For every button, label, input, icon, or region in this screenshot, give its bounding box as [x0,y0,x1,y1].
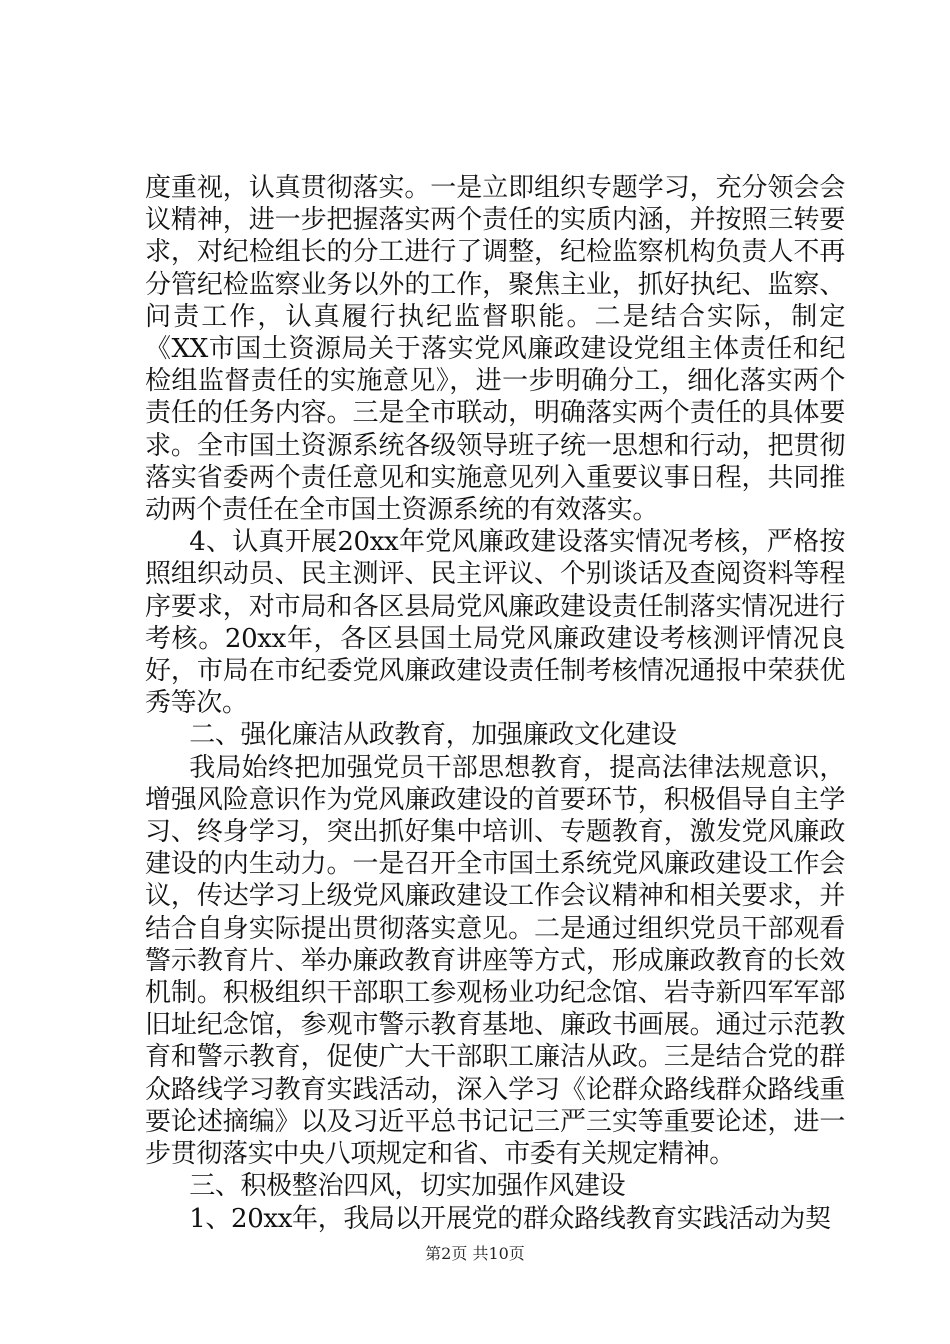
paragraph-item-1: 1、20xx年，我局以开展党的群众路线教育实践活动为契 [189,1203,831,1234]
document-body [145,172,845,1235]
section-heading-3: 三、积极整治四风，切实加强作风建设 [189,1171,626,1202]
page-number-footer: 第2页 共10页 [425,1244,525,1263]
paragraph-item-4: 4、认真开展20xx年党风廉政建设落实情况考核，严格按照组织动员、民主测评、民主评议、个别谈话及查阅资料等程序要求，对市局和各区县局党风廉政建设责任制落实情况进行考核。20xx年，各区县国土局党风廉政建设考核测评情况良好，市局在市纪委党风廉政建设责任制考核情况通报中荣获优秀等次。 [145,527,845,719]
paragraph-continued: 度重视，认真贯彻落实。一是立即组织专题学习，充分领会会议精神，进一步把握落实两个责任的实质内涵，并按照三转要求，对纪检组长的分工进行了调整，纪检监察机构负责人不再分管纪检监察业务以外的工作，聚焦主业，抓好执纪、监察、问责工作，认真履行执纪监督职能。二是结合实际，制定《XX市国土资源局关于落实党风廉政建设党组主体责任和纪检组监督责任的实施意见》，进一步明确分工，细化落实两个责任的任务内容。三是全市联动，明确落实两个责任的具体要求。全市国土资源系统各级领导班子统一思想和行动，把贯彻落实省委两个责任意见和实施意见列入重要议事日程，共同推动两个责任在全市国土资源系统的有效落实。 [145,173,845,526]
paragraph-education: 我局始终把加强党员干部思想教育，提高法律法规意识，增强风险意识作为党风廉政建设的首要环节，积极倡导自主学习、终身学习，突出抓好集中培训、专题教育，激发党风廉政建设的内生动力。一是召开全市国土系统党风廉政建设工作会议，传达学习上级党风廉政建设工作会议精神和相关要求，并结合自身实际提出贯彻落实意见。二是通过组织党员干部观看警示教育片、举办廉政教育讲座等方式，形成廉政教育的长效机制。积极组织干部职工参观杨业功纪念馆、岩寺新四军军部旧址纪念馆，参观市警示教育基地、廉政书画展。通过示范教育和警示教育，促使广大干部职工廉洁从政。三是结合党的群众路线学习教育实践活动，深入学习《论群众路线群众路线重要论述摘编》以及习近平总书记记三严三实等重要论述，进一步贯彻落实中央八项规定和省、市委有关规定精神。 [145,752,845,1170]
section-heading-2: 二、强化廉洁从政教育，加强廉政文化建设 [189,720,677,751]
